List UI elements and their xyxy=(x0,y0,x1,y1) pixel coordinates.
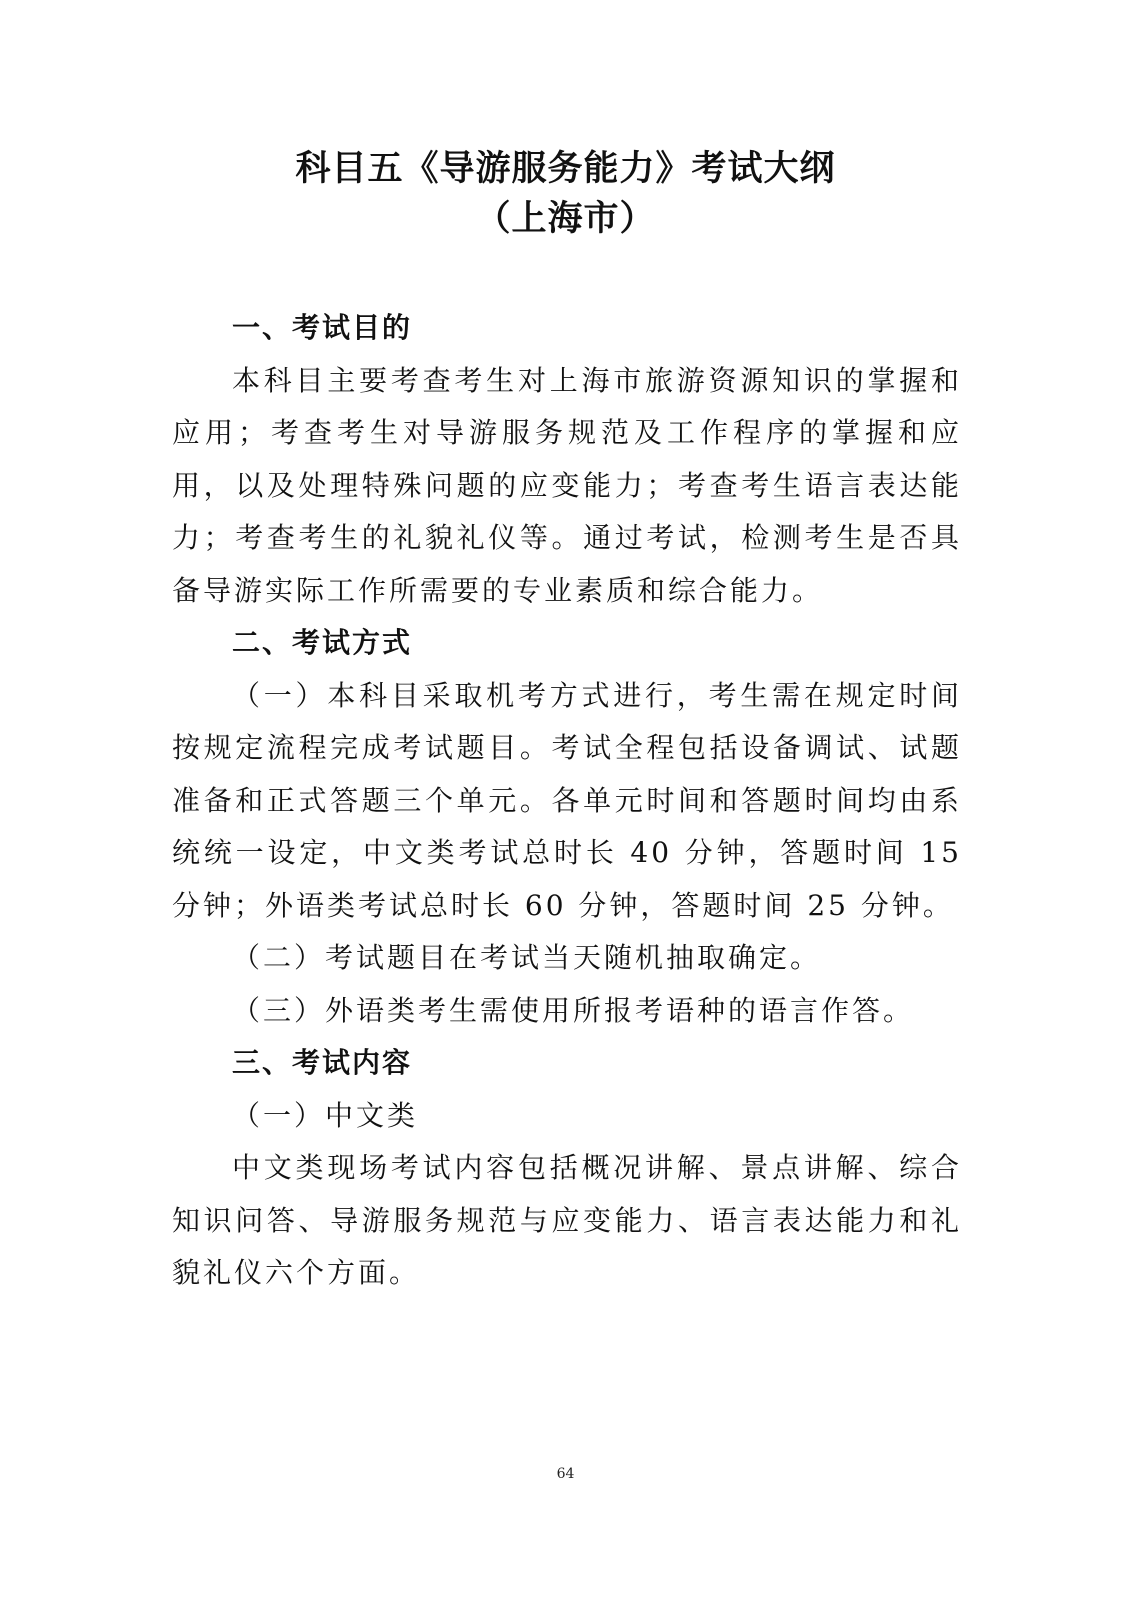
page-number: 64 xyxy=(556,1466,575,1482)
section-heading: 三、考试内容 xyxy=(232,1046,413,1079)
document-subtitle: （上海市） xyxy=(475,199,656,239)
paragraph: （三）外语类考生需使用所报考语种的语言作答。 xyxy=(232,993,915,1027)
section-heading: 一、考试目的 xyxy=(232,311,413,344)
section-content xyxy=(172,1037,962,1300)
section-purpose xyxy=(172,302,962,617)
paragraph: （二）考试题目在考试当天随机抽取确定。 xyxy=(232,941,822,974)
paragraph: （一）本科目采取机考方式进行，考生需在规定时间按规定流程完成考试题目。考试全程包括设备调试、试题准备和正式答题三个单元。各单元时间和答题时间均由系统统一设定，中文类考试总时长 40 分钟，答题时间 15 分钟；外语类考试总时长 60 分钟，答题时间 25 分钟。 xyxy=(172,678,962,922)
document-title: 科目五《导游服务能力》考试大纲 xyxy=(295,149,836,189)
paragraph: 本科目主要考查考生对上海市旅游资源知识的掌握和应用；考查考生对导游服务规范及工作程序的掌握和应用，以及处理特殊问题的应变能力；考查考生语言表达能力；考查考生的礼貌礼仪等。通过考试，检测考生是否具备导游实际工作所需要的专业素质和综合能力。 xyxy=(172,363,962,607)
section-subheading: （一）中文类 xyxy=(232,1098,419,1132)
document-body xyxy=(172,302,962,1300)
paragraph: 中文类现场考试内容包括概况讲解、景点讲解、综合知识问答、导游服务规范与应变能力、语言表达能力和礼貌礼仪六个方面。 xyxy=(172,1151,962,1289)
section-method xyxy=(172,617,962,1037)
section-heading: 二、考试方式 xyxy=(232,626,413,659)
